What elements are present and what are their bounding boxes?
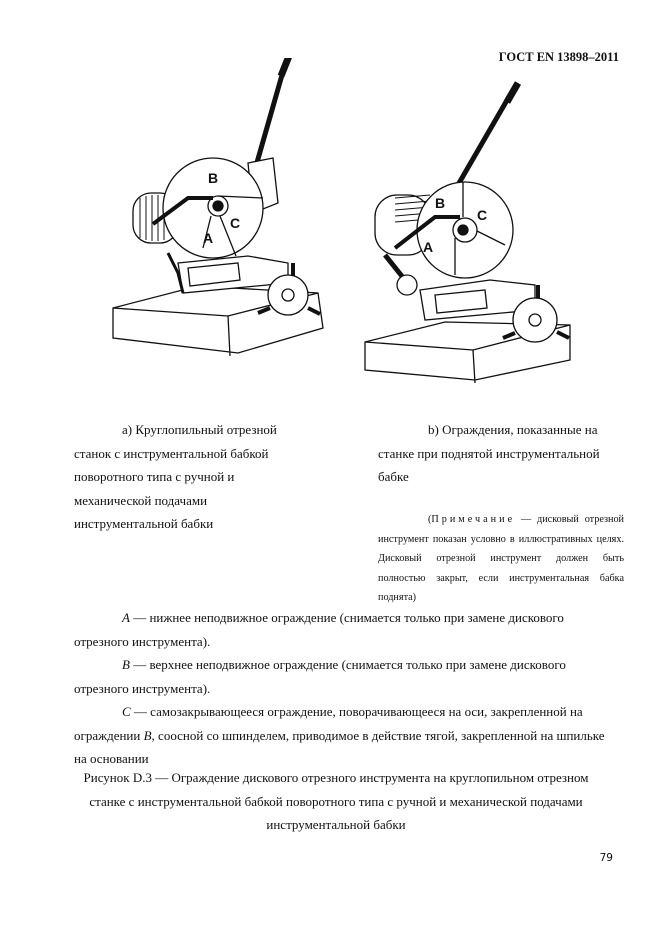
- legend-text: — верхнее неподвижное ограждение (снимается только при замене дискового: [129, 657, 566, 672]
- figure-b-caption: [378, 418, 648, 489]
- label-a: A: [423, 239, 434, 255]
- legend-text: отрезного инструмента).: [74, 633, 211, 649]
- caption-line: инструментальной бабки: [74, 516, 214, 531]
- note-text: — дисковый отрезной инструмент показан условно в иллюстративных целях. Дисковый отрезной инструмент должен быть полностью закрыт, если инструментальная бабка поднята): [378, 514, 624, 603]
- caption-line: поворотного типа с ручной и: [74, 469, 235, 484]
- legend-text: — самозакрывающееся ограждение, поворачивающееся на оси, закрепленной на: [130, 704, 583, 719]
- figure-caption-line: станке с инструментальной бабкой поворотного типа с ручной и механической подачами: [89, 793, 583, 809]
- legend-letter: B: [122, 657, 130, 672]
- figure-b-illustration: [355, 80, 580, 385]
- label-c: C: [230, 215, 241, 231]
- note-indent: [378, 514, 428, 525]
- caption-line: механической подачами: [74, 492, 208, 508]
- legend-text: на основании: [74, 751, 149, 766]
- legend-item-b: [74, 653, 630, 677]
- legend-letter: A: [122, 610, 130, 625]
- document-header: ГОСТ EN 13898–2011: [498, 50, 619, 64]
- legend-text: отрезного инструмента).: [74, 680, 211, 696]
- label-c: C: [477, 207, 488, 223]
- legend-text: , соосной со шпинделем, приводимое в действие тягой, закрепленной на шпильке: [151, 727, 605, 743]
- legend-text: [74, 724, 630, 748]
- figure-caption-line: инструментальной бабки: [266, 817, 406, 832]
- note-label: Примечание: [431, 514, 516, 525]
- caption-line: бабке: [378, 469, 409, 484]
- figure-caption-line: Рисунок D.3 — Ограждение дискового отрезного инструмента на круглопильном отрезном: [83, 770, 589, 785]
- figure-a-caption: [74, 418, 364, 536]
- legend-item-c: [74, 700, 630, 724]
- label-b: B: [435, 195, 446, 211]
- legend-item-a: [74, 606, 630, 630]
- label-a: A: [203, 230, 214, 246]
- legend-letter: B: [143, 727, 152, 743]
- caption-line: b) Ограждения, показанные на: [428, 422, 598, 437]
- caption-line: а) Круглопильный отрезной: [122, 422, 277, 437]
- figure-caption: [66, 766, 606, 837]
- legend-letter: C: [122, 704, 131, 719]
- page-number: 79: [599, 852, 613, 864]
- label-b: B: [208, 170, 219, 186]
- note-open-paren: (: [428, 514, 432, 525]
- legend: [74, 606, 630, 771]
- legend-text: ограждении: [74, 727, 144, 743]
- caption-line: станок с инструментальной бабкой: [74, 445, 269, 461]
- figure-b-note: [378, 510, 624, 608]
- legend-text: — нижнее неподвижное ограждение (снимается только при замене дискового: [129, 610, 564, 625]
- figure-a-illustration: [108, 58, 333, 358]
- caption-line: станке при поднятой инструментальной: [378, 445, 600, 461]
